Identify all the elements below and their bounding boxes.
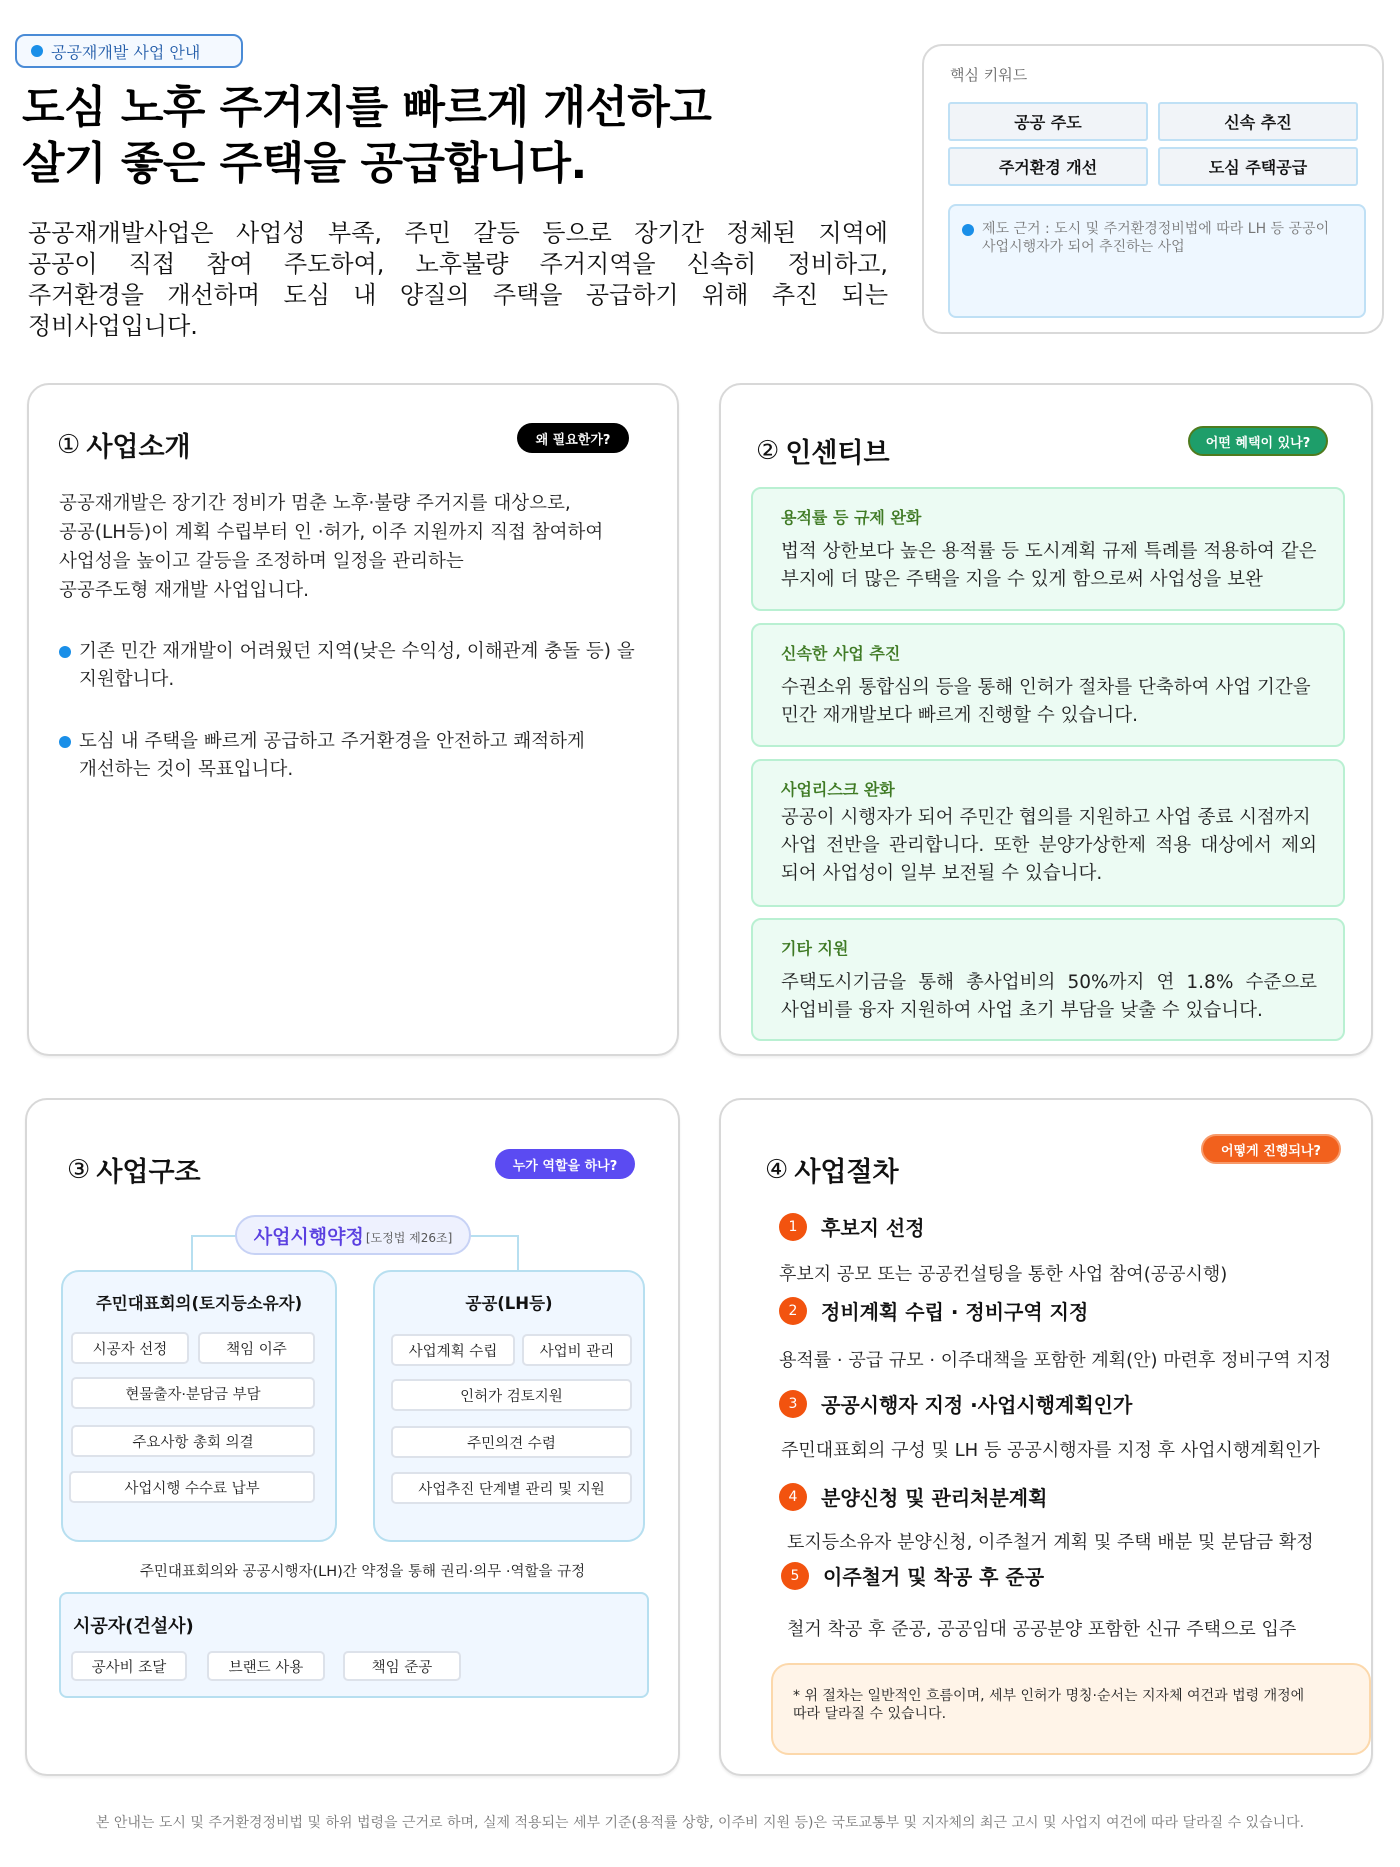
bullet-dot-icon — [962, 224, 974, 236]
bullet-line: 지원합니다. — [79, 669, 175, 690]
section-title — [765, 1150, 899, 1189]
intro-paragraph — [28, 218, 888, 342]
section-title-text: 사업절차 — [794, 1157, 899, 1188]
body-line: 사업성을 높이고 갈등을 조정하며 일정을 관리하는 — [59, 551, 464, 572]
section-title-text: 사업소개 — [86, 432, 191, 463]
step-description: 철거 착공 후 준공, 공공임대 공공분양 포함한 신규 주택으로 입주 — [787, 1619, 1297, 1640]
section-number: ② — [756, 435, 780, 466]
step-title: 정비계획 수립 · 정비구역 지정 — [821, 1300, 1089, 1324]
party-title: 공공(LH등) — [465, 1294, 553, 1313]
section-title-text: 사업구조 — [96, 1157, 201, 1188]
step-title: 이주철거 및 착공 후 준공 — [823, 1565, 1045, 1589]
procedure-step — [781, 1561, 1044, 1590]
incentive-title: 신속한 사업 추진 — [781, 644, 901, 663]
incentive-text — [781, 804, 1317, 888]
keyword-chip: 신속 추진 — [1158, 102, 1358, 141]
public-lh-box — [373, 1270, 645, 1542]
step-number-badge: 3 — [779, 1390, 807, 1418]
intro-line: 정비사업입니다. — [28, 312, 198, 340]
legal-basis-line: 제도 근거 : 도시 및 주거환경정비법에 따라 LH 등 공공이 — [982, 221, 1330, 237]
bullet-line: 기존 민간 재개발이 어려웠던 지역(낮은 수익성, 이해관계 충돌 등) 을 — [79, 641, 635, 662]
incentive-title: 용적률 등 규제 완화 — [781, 508, 922, 527]
procedure-step — [779, 1296, 1088, 1325]
page-title-line-2: 살기 좋은 주택을 공급합니다. — [22, 138, 587, 189]
role-chip: 공사비 조달 — [71, 1651, 187, 1681]
agreement-caption: 주민대표회의와 공공시행자(LH)간 약정을 통해 권리·의무 ·역할을 규정 — [139, 1564, 586, 1580]
party-title: 주민대표회의(토지등소유자) — [95, 1294, 303, 1313]
body-line: 공공재개발은 장기간 정비가 멈춘 노후·불량 주거지를 대상으로, — [59, 493, 571, 514]
keyword-chip: 공공 주도 — [948, 102, 1148, 141]
role-chip: 주요사항 총회 의결 — [71, 1425, 315, 1457]
bullet-line: 개선하는 것이 목표입니다. — [79, 759, 294, 780]
section-title — [756, 431, 890, 470]
procedure-step — [779, 1212, 925, 1241]
incentive-line: 수권소위 통합심의 등을 통해 인허가 절차를 단축하여 사업 기간을 — [781, 677, 1311, 698]
step-description: 용적률 · 공급 규모 · 이주대책을 포함한 계획(안) 마련후 정비구역 지정 — [779, 1350, 1332, 1371]
connector-line — [191, 1235, 237, 1271]
incentive-item — [751, 918, 1345, 1041]
legal-basis-line: 사업시행자가 되어 추진하는 사업 — [982, 239, 1185, 255]
intro-body — [59, 489, 603, 605]
section-number: ① — [57, 429, 81, 460]
step-number-badge: 4 — [779, 1483, 807, 1511]
footer-disclaimer: 본 안내는 도시 및 주거환경정비법 및 하위 법령을 근거로 하며, 실제 적용되는 세부 기준(용적률 상향, 이주비 지원 등)은 국토교통부 및 지자체의 최근 고시 및 사업지 여건에 따라 달라질 수 있습니다. — [95, 1815, 1305, 1831]
intro-line: 주거환경을 개선하며 도심 내 양질의 주택을 공급하기 위해 추진 되는 — [28, 281, 888, 309]
role-chip: 사업계획 수립 — [391, 1334, 515, 1366]
incentive-title: 사업리스크 완화 — [781, 780, 895, 799]
role-chip: 책임 이주 — [198, 1332, 315, 1364]
incentive-line: 주택도시기금을 통해 총사업비의 50%까지 연 1.8% 수준으로 — [781, 972, 1317, 993]
agreement-title: 사업시행약정 — [253, 1225, 364, 1248]
step-description: 토지등소유자 분양신청, 이주철거 계획 및 주택 배분 및 분담금 확정 — [787, 1532, 1314, 1553]
incentive-text — [781, 969, 1317, 1025]
role-chip: 시공자 선정 — [71, 1332, 189, 1364]
category-badge-label: 공공재개발 사업 안내 — [51, 42, 201, 62]
section-title — [57, 425, 191, 464]
incentive-item — [751, 487, 1345, 611]
why-needed-pill[interactable]: 왜 필요한가? — [517, 423, 629, 453]
keyword-chip: 주거환경 개선 — [948, 147, 1148, 186]
intro-line: 공공재개발사업은 사업성 부족, 주민 갈등 등으로 장기간 정체된 지역에 — [28, 219, 888, 247]
section-business-procedure — [719, 1098, 1373, 1776]
agreement-law-ref: [도정법 제26조] — [365, 1230, 453, 1245]
incentive-line: 되어 사업성이 일부 보전될 수 있습니다. — [781, 863, 1103, 884]
step-title: 공공시행자 지정 ·사업시행계획인가 — [821, 1393, 1133, 1417]
incentive-title: 기타 지원 — [781, 939, 849, 958]
bullet-dot-icon — [59, 736, 71, 748]
note-line: * 위 절차는 일반적인 흐름이며, 세부 인허가 명칭·순서는 지자체 여건과 법령 개정에 — [793, 1688, 1305, 1704]
incentive-item — [751, 623, 1345, 747]
keywords-label: 핵심 키워드 — [950, 66, 1028, 84]
section-title — [67, 1150, 201, 1189]
procedure-step — [779, 1389, 1132, 1418]
step-description: 주민대표회의 구성 및 LH 등 공공시행자를 지정 후 사업시행계획인가 — [781, 1440, 1320, 1461]
role-chip: 사업추진 단계별 관리 및 지원 — [391, 1472, 632, 1504]
incentive-text — [781, 674, 1317, 730]
section-business-intro — [27, 383, 679, 1056]
benefits-pill[interactable]: 어떤 혜택이 있나? — [1188, 426, 1328, 456]
role-chip: 사업시행 수수료 납부 — [69, 1471, 315, 1503]
step-number-badge: 2 — [779, 1297, 807, 1325]
step-description: 후보지 공모 또는 공공컨설팅을 통한 사업 참여(공공시행) — [779, 1264, 1228, 1285]
incentive-item — [751, 759, 1345, 907]
role-chip: 주민의견 수렴 — [391, 1426, 632, 1458]
step-title: 후보지 선정 — [821, 1216, 925, 1240]
incentive-line: 법적 상한보다 높은 용적률 등 도시계획 규제 특례를 적용하여 같은 — [781, 541, 1317, 562]
incentive-text — [781, 538, 1317, 594]
section-number: ④ — [765, 1154, 789, 1185]
incentive-line: 사업비를 융자 지원하여 사업 초기 부담을 낮출 수 있습니다. — [781, 1000, 1263, 1021]
role-chip: 책임 준공 — [343, 1651, 461, 1681]
category-badge — [15, 34, 243, 68]
incentive-line: 부지에 더 많은 주택을 지을 수 있게 함으로써 사업성을 보완 — [781, 569, 1263, 590]
section-business-structure — [25, 1098, 680, 1776]
implementation-agreement — [235, 1215, 471, 1255]
incentive-line: 민간 재개발보다 빠르게 진행할 수 있습니다. — [781, 705, 1138, 726]
body-line: 공공주도형 재개발 사업입니다. — [59, 580, 309, 601]
body-line: 공공(LH등)이 계획 수립부터 인 ·허가, 이주 지원까지 직접 참여하여 — [59, 522, 604, 543]
section-incentives — [719, 383, 1373, 1056]
note-line: 따라 달라질 수 있습니다. — [793, 1706, 947, 1722]
connector-line — [469, 1235, 519, 1271]
role-chip: 사업비 관리 — [522, 1334, 632, 1366]
contractor-box — [59, 1592, 649, 1698]
bullet-line: 도심 내 주택을 빠르게 공급하고 주거환경을 안전하고 쾌적하게 — [79, 731, 585, 752]
step-number-badge: 1 — [779, 1213, 807, 1241]
bullet-dot-icon — [59, 646, 71, 658]
role-chip: 현물출자·분담금 부담 — [71, 1377, 315, 1409]
legal-basis-note — [948, 204, 1366, 318]
contractor-title: 시공자(건설사) — [73, 1616, 194, 1637]
procedure-note — [771, 1663, 1371, 1755]
bullet-item — [59, 638, 659, 694]
how-proceeds-pill[interactable]: 어떻게 진행되나? — [1201, 1134, 1341, 1164]
section-title-text: 인센티브 — [785, 438, 890, 469]
residents-council-box — [61, 1270, 337, 1542]
step-title: 분양신청 및 관리처분계획 — [821, 1486, 1048, 1510]
page-title — [22, 80, 711, 192]
keyword-chip: 도심 주택공급 — [1158, 147, 1358, 186]
incentive-line: 사업 전반을 관리합니다. 또한 분양가상한제 적용 대상에서 제외 — [781, 835, 1317, 856]
bullet-dot-icon — [31, 45, 43, 57]
keywords-grid — [948, 102, 1358, 186]
bullet-item — [59, 728, 659, 784]
role-chip: 인허가 검토지원 — [391, 1379, 632, 1411]
step-number-badge: 5 — [781, 1562, 809, 1590]
incentive-line: 공공이 시행자가 되어 주민간 협의를 지원하고 사업 종료 시점까지 — [781, 807, 1311, 828]
keywords-card — [922, 44, 1384, 334]
section-number: ③ — [67, 1154, 91, 1185]
intro-line: 공공이 직접 참여 주도하여, 노후불량 주거지역을 신속히 정비하고, — [28, 250, 888, 278]
who-roles-pill[interactable]: 누가 역할을 하나? — [495, 1149, 635, 1179]
page-title-line-1: 도심 노후 주거지를 빠르게 개선하고 — [22, 82, 712, 133]
role-chip: 브랜드 사용 — [207, 1651, 325, 1681]
procedure-step — [779, 1482, 1047, 1511]
